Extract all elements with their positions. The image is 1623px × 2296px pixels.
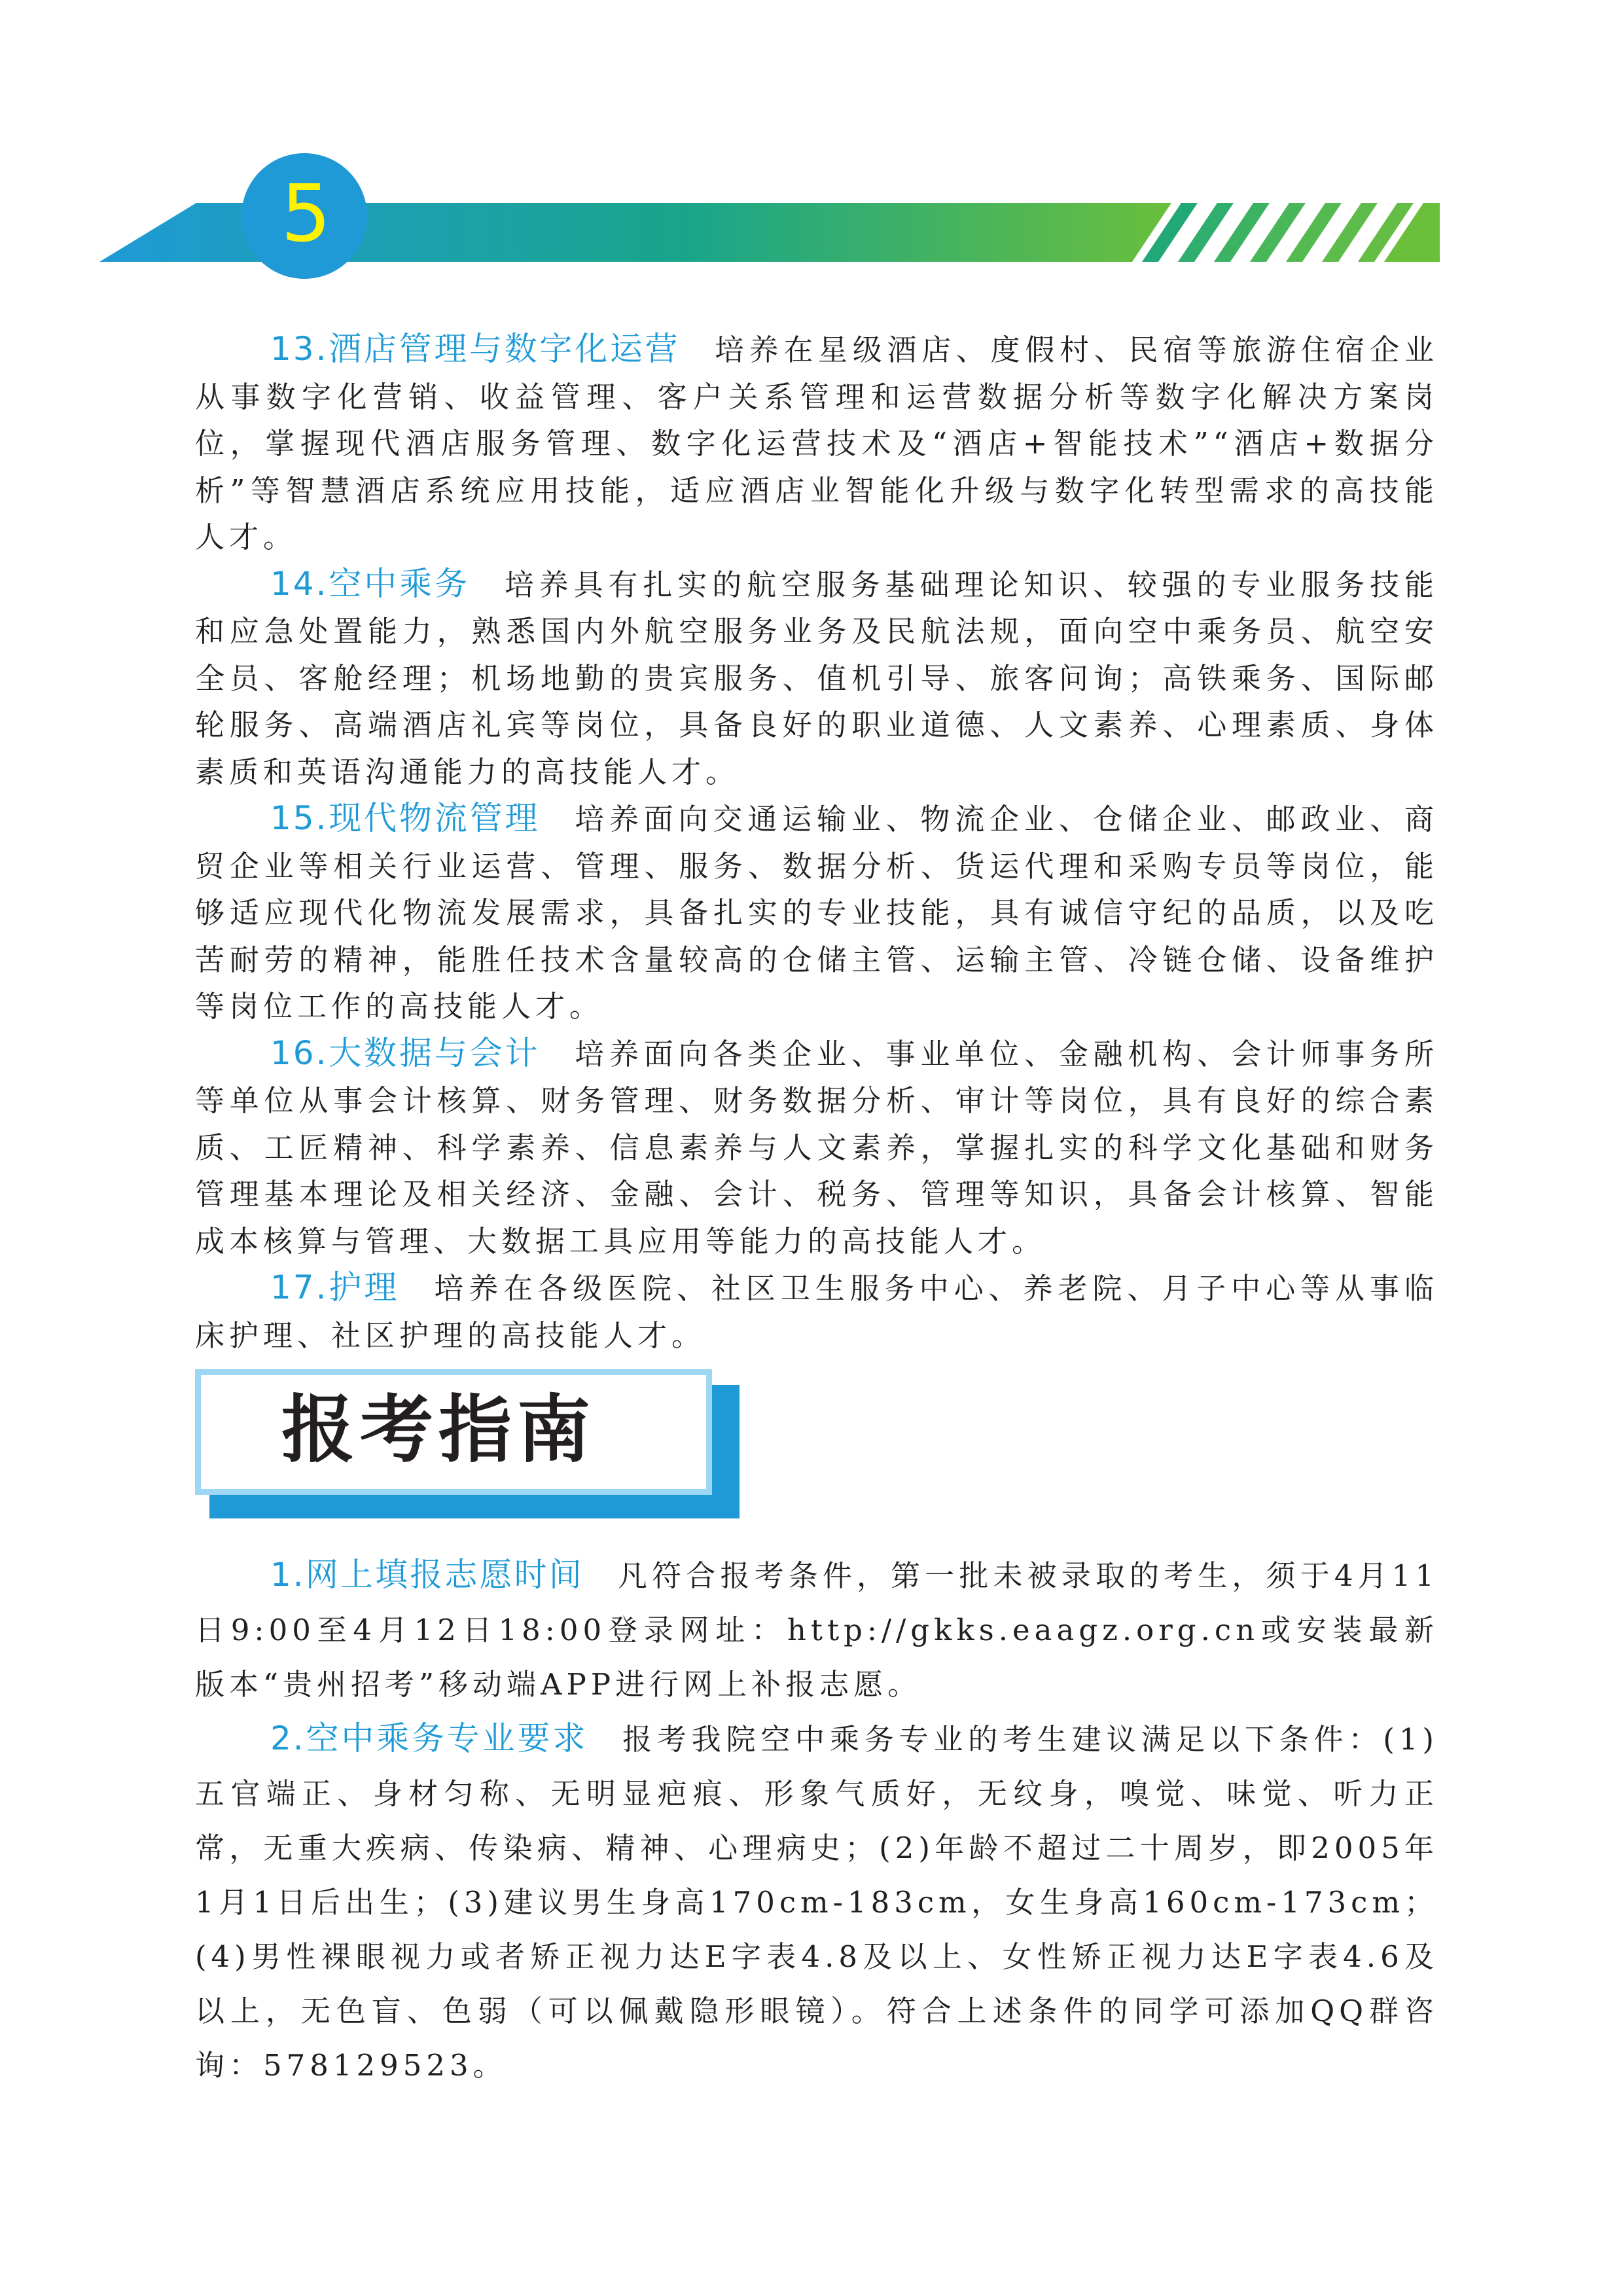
major-text: 培养面向交通运输业、物流企业、仓储企业、邮政业、商贸企业等相关行业运营、管理、服务、数据分析、货运代理和采购专员等岗位，能够适应现代化物流发展需求，具备扎实的专业技能，具有诚信守纪的品质，以及吃苦耐劳的精神，能胜任技术含量较高的仓储主管、运输主管、冷链仓储、设备维护等岗位工作的高技能人才。	[195, 802, 1438, 1024]
page-number: 5	[281, 169, 331, 260]
guide-text: 报考我院空中乘务专业的考生建议满足以下条件：(1)五官端正、身材匀称、无明显疤痕、形象气质好，无纹身，嗅觉、味觉、听力正常，无重大疾病、传染病、精神、心理病史；(2)年龄不超过二十周岁，即2005年1月1日后出生；(3)建议男生身高170cm-183cm，女生身高160cm-173cm；(4)男性裸眼视力或者矫正视力达E字表4.8及以上、女性矫正视力达E字表4.6及以上，无色盲、色弱（可以佩戴隐形眼镜）。符合上述条件的同学可添加QQ群咨询：578129523。	[195, 1722, 1438, 2083]
major-title: 15.现代物流管理	[270, 799, 541, 837]
guide-text: 凡符合报考条件，第一批未被录取的考生，须于4月11日9:00至4月12日18:00登录网址：http://gkks.eaagz.org.cn或安装最新版本“贵州招考”移动端APP进行网上补报志愿。	[195, 1558, 1438, 1702]
guide-title: 1.网上填报志愿时间	[270, 1556, 584, 1594]
major-text: 培养具有扎实的航空服务基础理论知识、较强的专业服务技能和应急处置能力，熟悉国内外航空服务业务及民航法规，面向空中乘务员、航空安全员、客舱经理；机场地勤的贵宾服务、值机引导、旅客问询；高铁乘务、国际邮轮服务、高端酒店礼宾等岗位，具备良好的职业道德、人文素养、心理素质、身体素质和英语沟通能力的高技能人才。	[195, 567, 1438, 789]
header-banner	[0, 0, 1623, 301]
guide-item-1	[195, 1548, 1438, 1712]
major-title: 17.护理	[270, 1268, 400, 1306]
major-title: 16.大数据与会计	[270, 1033, 541, 1072]
major-text: 培养在星级酒店、度假村、民宿等旅游住宿企业从事数字化营销、收益管理、客户关系管理和运营数据分析等数字化解决方案岗位，掌握现代酒店服务管理、数字化运营技术及“酒店+智能技术”“酒店+数据分析”等智慧酒店系统应用技能，适应酒店业智能化升级与数字化转型需求的高技能人才。	[195, 332, 1438, 554]
major-15	[195, 795, 1438, 1030]
major-17	[195, 1265, 1438, 1359]
major-title: 14.空中乘务	[270, 564, 470, 603]
guide-section	[195, 1548, 1438, 2092]
major-text: 培养在各级医院、社区卫生服务中心、养老院、月子中心等从事临床护理、社区护理的高技能人才。	[195, 1271, 1438, 1353]
major-13	[195, 326, 1438, 561]
guide-item-2	[195, 1712, 1438, 2092]
major-title: 13.酒店管理与数字化运营	[270, 330, 681, 368]
section-heading-box	[195, 1369, 740, 1520]
majors-section	[195, 326, 1438, 1359]
header-stripes	[1142, 203, 1440, 262]
guide-title: 2.空中乘务专业要求	[270, 1719, 588, 1757]
section-title: 报考指南	[281, 1388, 596, 1473]
major-14	[195, 561, 1438, 796]
major-text: 培养面向各类企业、事业单位、金融机构、会计师事务所等单位从事会计核算、财务管理、财务数据分析、审计等岗位，具有良好的综合素质、工匠精神、科学素养、信息素养与人文素养，掌握扎实的科学文化基础和财务管理基本理论及相关经济、金融、会计、税务、管理等知识，具备会计核算、智能成本核算与管理、大数据工具应用等能力的高技能人才。	[195, 1036, 1438, 1259]
major-16	[195, 1030, 1438, 1265]
